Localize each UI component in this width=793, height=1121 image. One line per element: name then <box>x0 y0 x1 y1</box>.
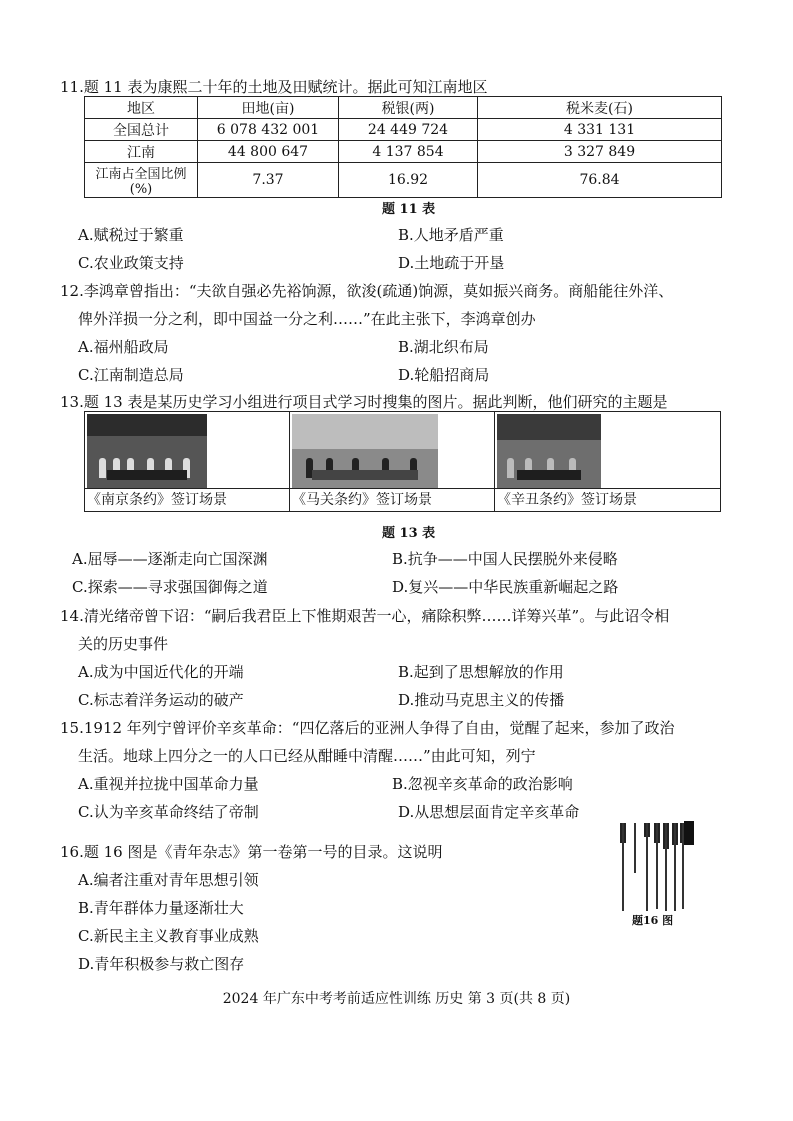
table-row <box>85 141 722 163</box>
table-cell: 7.37 <box>198 163 339 198</box>
youth-magazine-contents-figure <box>614 817 696 928</box>
table-row <box>85 163 722 198</box>
table-cell: 江南 <box>85 141 198 163</box>
q13-option-c[interactable]: C.探索——寻求强国御侮之道 <box>72 578 268 596</box>
q12-option-b[interactable]: B.湖北织布局 <box>398 338 489 356</box>
q15-stem-line2: 生活。地球上四分之一的人口已经从酣睡中清醒……”由此可知，列宁 <box>78 747 536 765</box>
q12-option-a[interactable]: A.福州船政局 <box>78 338 169 356</box>
table-header-cell: 地区 <box>85 97 198 119</box>
q16-option-a[interactable]: A.编者注重对青年思想引领 <box>78 871 259 889</box>
q16-stem: 16.题 16 图是《青年杂志》第一卷第一号的目录。这说明 <box>60 843 443 861</box>
q15-stem-line1: 15.1912 年列宁曾评价辛亥革命：“四亿落后的亚洲人争得了自由，觉醒了起来，参加了政治 <box>60 719 675 737</box>
treaty-of-shimonoseki-photo <box>292 414 438 488</box>
q14-option-b[interactable]: B.起到了思想解放的作用 <box>398 663 564 681</box>
q16-figure-caption: 题16 图 <box>632 914 674 927</box>
q11-stem: 11.题 11 表为康熙二十年的土地及田赋统计。据此可知江南地区 <box>60 78 488 96</box>
q16-option-d[interactable]: D.青年积极参与救亡图存 <box>78 955 245 973</box>
table-cell: 4 331 131 <box>478 119 722 141</box>
q13-option-a[interactable]: A.屈辱——逐渐走向亡国深渊 <box>72 550 268 568</box>
q14-stem-line1: 14.清光绪帝曾下诏：“嗣后我君臣上下惟期艰苦一心，痛除积弊……详筹兴革”。与此诏令相 <box>60 607 670 625</box>
table-cell: 24 449 724 <box>339 119 478 141</box>
table-header-cell: 税银(两) <box>339 97 478 119</box>
table-cell: 44 800 647 <box>198 141 339 163</box>
q13-stem: 13.题 13 表是某历史学习小组进行项目式学习时搜集的图片。据此判断，他们研究的主题是 <box>60 393 668 411</box>
table-header-row <box>85 97 722 119</box>
table-cell: 6 078 432 001 <box>198 119 339 141</box>
q13-option-b[interactable]: B.抗争——中国人民摆脱外来侵略 <box>392 550 618 568</box>
q11-option-d[interactable]: D.土地疏于开垦 <box>398 254 505 272</box>
q13-cell-xinchou <box>495 412 721 512</box>
table-cell: 4 137 854 <box>339 141 478 163</box>
table-cell: 3 327 849 <box>478 141 722 163</box>
treaty-of-nanjing-photo <box>87 414 207 488</box>
table-header-cell: 田地(亩) <box>198 97 339 119</box>
q12-option-c[interactable]: C.江南制造总局 <box>78 366 184 384</box>
q12-stem-line1: 12.李鸿章曾指出：“夫欲自强必先裕饷源，欲浚(疏通)饷源，莫如振兴商务。商船能往外洋、 <box>60 282 674 300</box>
q14-option-d[interactable]: D.推动马克思主义的传播 <box>398 691 565 709</box>
magazine-title-block <box>684 821 694 845</box>
q14-option-a[interactable]: A.成为中国近代化的开端 <box>78 663 244 681</box>
table-cell: 76.84 <box>478 163 722 198</box>
table-cell: 江南占全国比例(%) <box>85 163 198 198</box>
q13-photo-caption: 《辛丑条约》签订场景 <box>495 488 720 511</box>
q11-option-b[interactable]: B.人地矛盾严重 <box>398 226 504 244</box>
table-row <box>85 119 722 141</box>
q11-table-caption: 题 11 表 <box>382 202 436 217</box>
q14-stem-line2: 关的历史事件 <box>78 635 169 653</box>
table-header-cell: 税米麦(石) <box>478 97 722 119</box>
table-cell: 全国总计 <box>85 119 198 141</box>
q12-stem-line2: 俾外洋损一分之利，即中国益一分之利……”在此主张下，李鸿章创办 <box>78 310 536 328</box>
q12-option-d[interactable]: D.轮船招商局 <box>398 366 490 384</box>
q15-option-c[interactable]: C.认为辛亥革命终结了帝制 <box>78 803 259 821</box>
q13-cell-maguan <box>290 412 495 512</box>
q15-option-b[interactable]: B.忽视辛亥革命的政治影响 <box>392 775 573 793</box>
table-cell: 16.92 <box>339 163 478 198</box>
q13-option-d[interactable]: D.复兴——中华民族重新崛起之路 <box>392 578 619 596</box>
boxer-protocol-photo <box>497 414 601 488</box>
q16-option-b[interactable]: B.青年群体力量逐渐壮大 <box>78 899 244 917</box>
q16-option-c[interactable]: C.新民主主义教育事业成熟 <box>78 927 259 945</box>
q13-photo-caption: 《南京条约》签订场景 <box>85 488 289 511</box>
q13-photo-caption: 《马关条约》签订场景 <box>290 488 494 511</box>
q11-table <box>84 96 722 198</box>
q13-cell-nanjing <box>85 412 290 512</box>
q14-option-c[interactable]: C.标志着洋务运动的破产 <box>78 691 244 709</box>
q15-option-a[interactable]: A.重视并拉拢中国革命力量 <box>78 775 259 793</box>
q11-option-c[interactable]: C.农业政策支持 <box>78 254 184 272</box>
page-footer: 2024 年广东中考考前适应性训练 历史 第 3 页(共 8 页) <box>222 991 571 1007</box>
q15-option-d[interactable]: D.从思想层面肯定辛亥革命 <box>398 803 580 821</box>
q11-option-a[interactable]: A.赋税过于繁重 <box>78 226 184 244</box>
q13-table-caption: 题 13 表 <box>382 526 436 541</box>
q13-table <box>84 411 721 512</box>
